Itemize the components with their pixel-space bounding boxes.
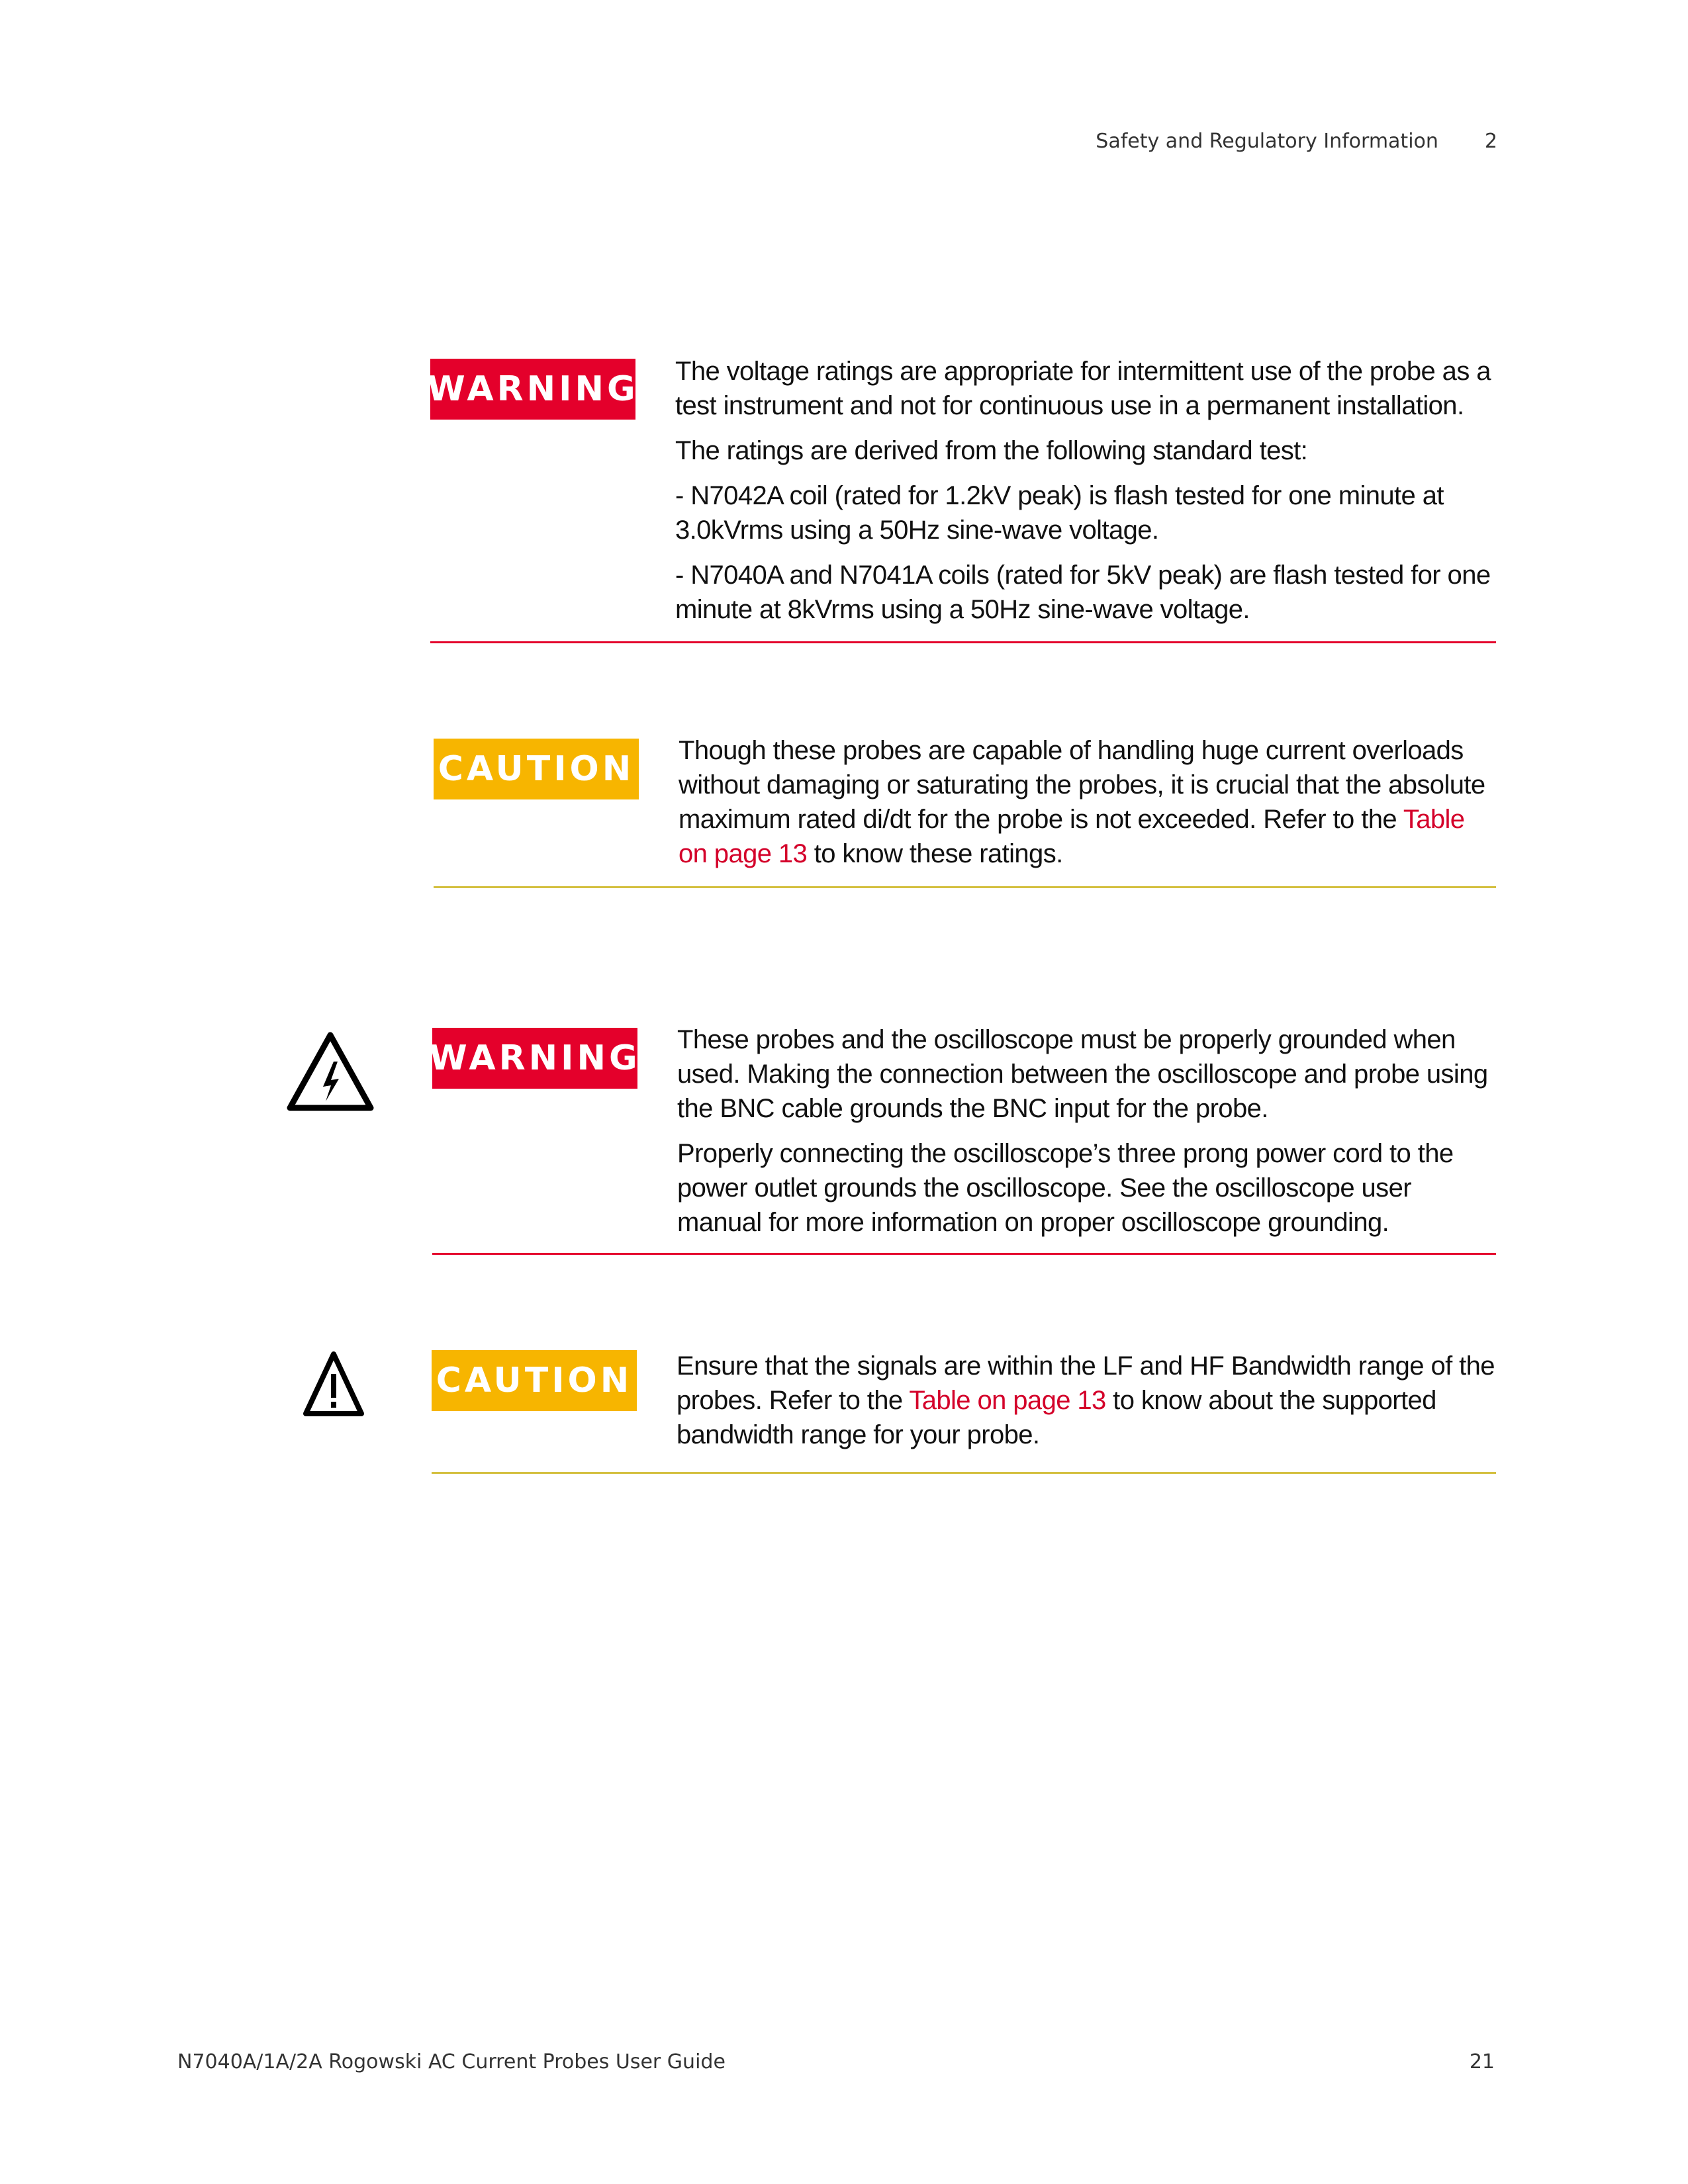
caution-label: CAUTION <box>434 739 639 799</box>
warning-paragraph: The voltage ratings are appropriate for intermittent use of the probe as a test instrument and not for continuous use in a permanent installation. <box>675 357 1491 420</box>
caution-text <box>679 733 1499 882</box>
electrical-hazard-icon <box>286 1031 375 1115</box>
warning-text <box>677 1023 1498 1250</box>
warning-label: WARNING <box>432 1028 637 1089</box>
caution-text <box>677 1349 1497 1463</box>
header-section-title: Safety and Regulatory Information <box>1096 130 1438 153</box>
warning-label: WARNING <box>430 359 635 420</box>
caution-text-before: Though these probes are capable of handling huge current overloads without damaging or saturating the probes, it is crucial that the absolute maximum rated di/dt for the probe is not exceeded. Refer to the <box>679 736 1485 834</box>
warning-divider <box>430 641 1496 643</box>
page-header <box>1096 130 1497 153</box>
warning-paragraph: - N7042A coil (rated for 1.2kV peak) is flash tested for one minute at 3.0kVrms using a 50Hz sine-wave voltage. <box>675 481 1444 545</box>
caution-text-before: Ensure that the signals are within the LF and HF Bandwidth range of the probes. Refer to the <box>677 1351 1495 1415</box>
general-warning-icon <box>302 1350 365 1421</box>
caution-text-after: to know about the supported bandwidth range for your probe. <box>677 1386 1436 1449</box>
table-page-13-link[interactable]: Table on page 13 <box>679 805 1465 868</box>
warning-paragraph: The ratings are derived from the following standard test: <box>675 436 1308 465</box>
caution-text-after: to know these ratings. <box>807 839 1063 868</box>
warning-paragraph: - N7040A and N7041A coils (rated for 5kV peak) are flash tested for one minute at 8kVrms using a 50Hz sine-wave voltage. <box>675 561 1491 624</box>
footer-page-number: 21 <box>1469 2050 1495 2073</box>
caution-divider <box>432 1472 1496 1474</box>
header-chapter-number: 2 <box>1484 130 1497 153</box>
caution-divider <box>434 886 1496 888</box>
caution-label: CAUTION <box>432 1350 637 1411</box>
footer-document-title: N7040A/1A/2A Rogowski AC Current Probes User Guide <box>177 2050 726 2073</box>
caution-paragraph <box>679 733 1499 871</box>
warning-paragraph: Properly connecting the oscilloscope’s three prong power cord to the power outlet grounds the oscilloscope. See the oscilloscope user manual for more information on proper oscilloscope grounding. <box>677 1139 1454 1237</box>
warning-divider <box>432 1253 1496 1255</box>
caution-paragraph <box>677 1349 1497 1452</box>
warning-text <box>675 354 1496 637</box>
table-page-13-link[interactable]: Table on page 13 <box>909 1386 1106 1415</box>
warning-paragraph: These probes and the oscilloscope must be properly grounded when used. Making the connection between the oscilloscope and probe using the BNC cable grounds the BNC input for the probe. <box>677 1025 1488 1123</box>
